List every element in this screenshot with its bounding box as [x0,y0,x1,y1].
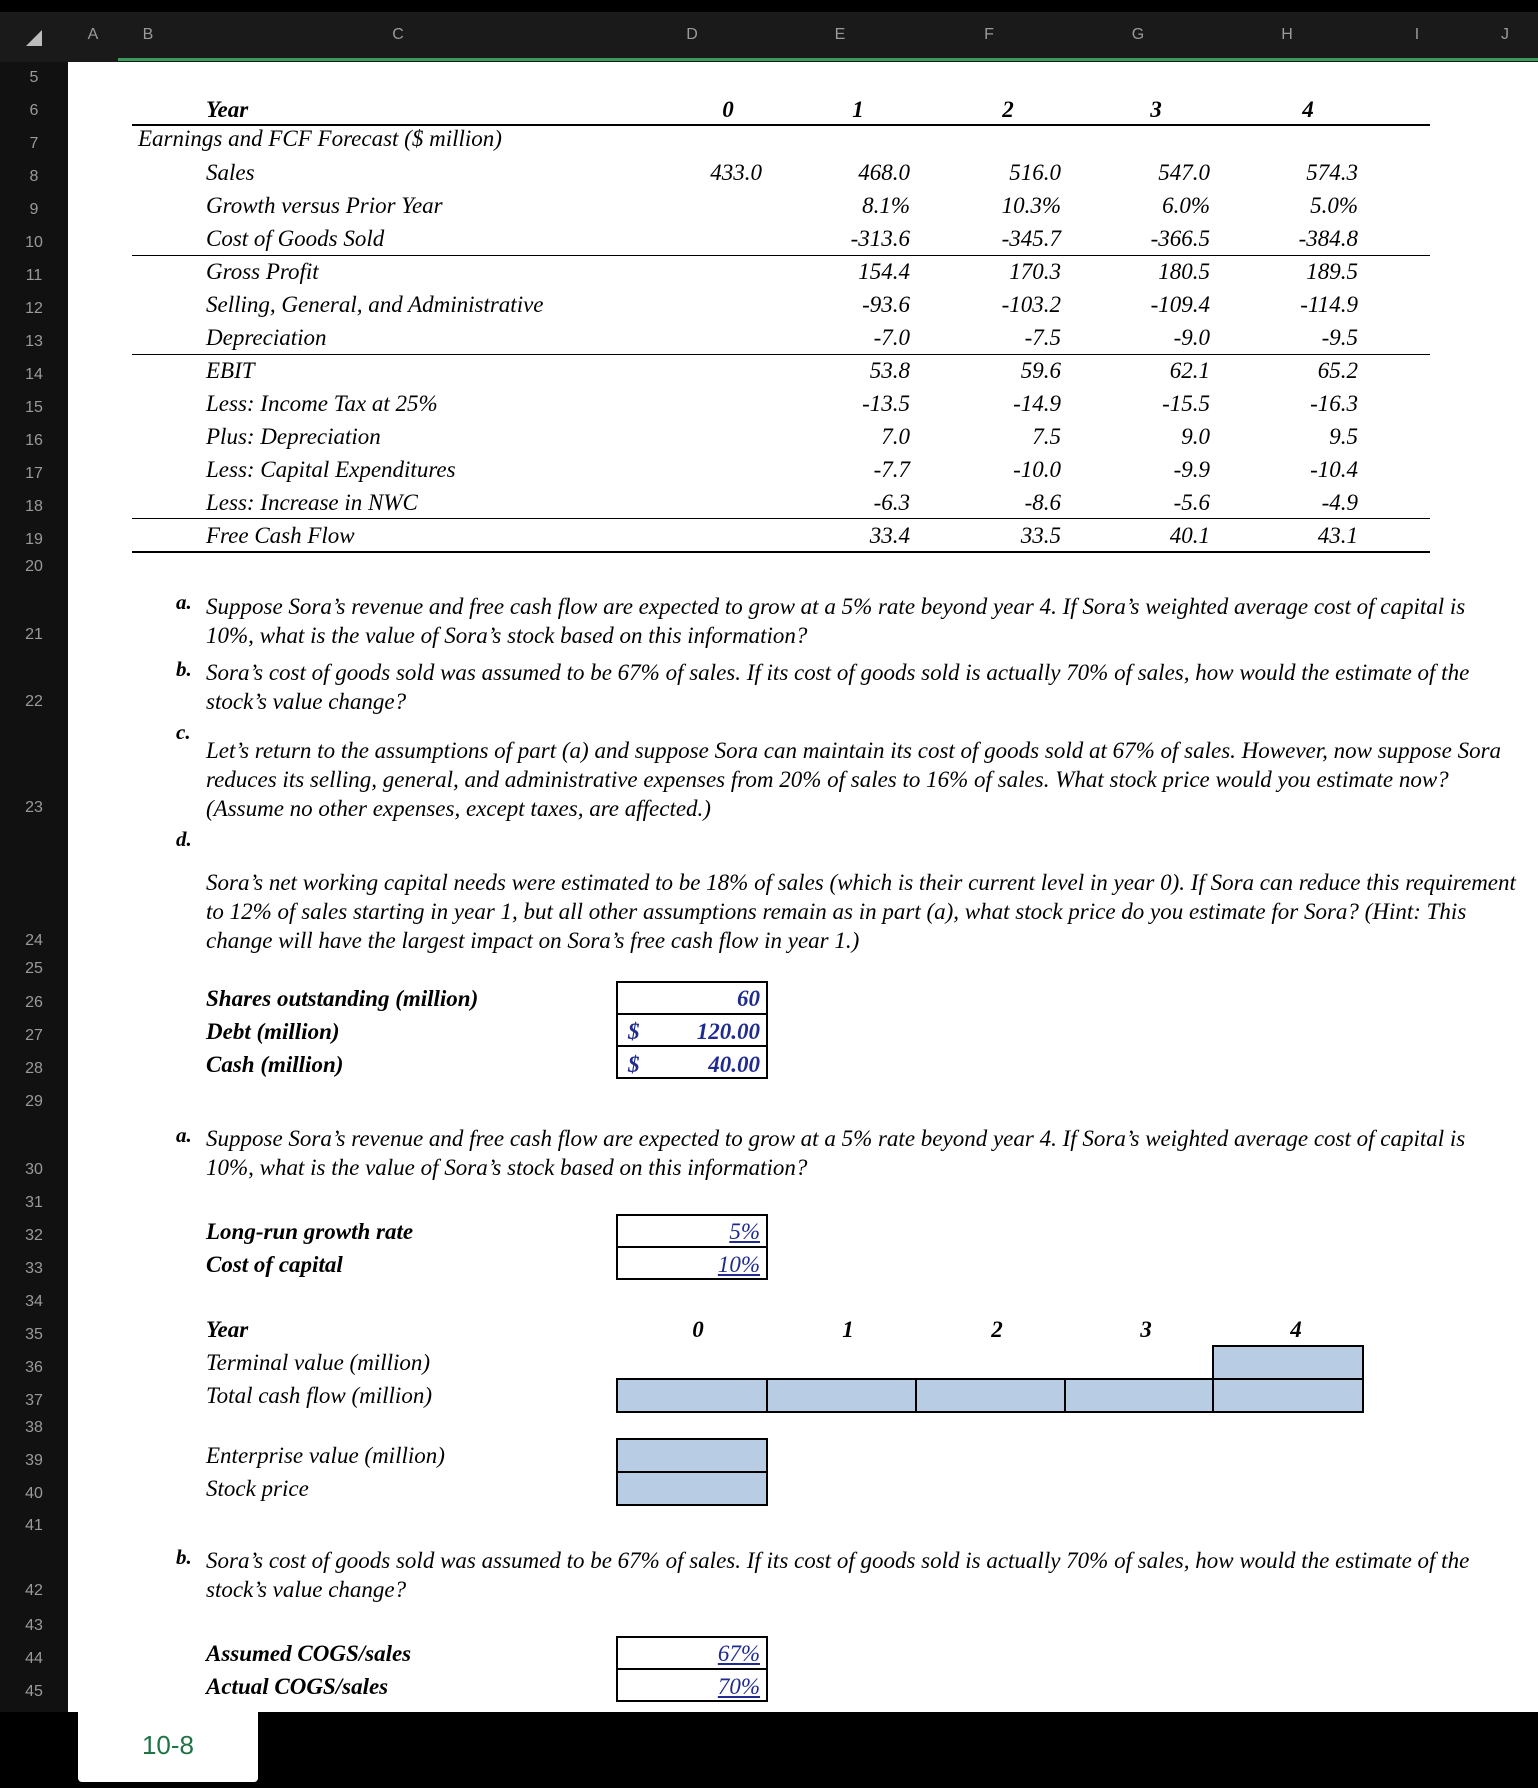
debt-currency: $ [628,1019,640,1044]
forecast-cell-year4[interactable]: 43.1 [1317,523,1358,548]
forecast-cell-year4[interactable]: 189.5 [1306,259,1358,284]
total-cash-flow-label[interactable]: Total cash flow (million) [206,1383,432,1408]
forecast-cell-year0[interactable]: 433.0 [710,160,762,185]
question-a-text[interactable]: Suppose Sora’s revenue and free cash flow are expected to grow at a 5% rate beyond year 4. If Sora’s weighted average cost of capital is 10%, what is the value of Sora’s stock based on this information? [206,594,1466,648]
column-header-f[interactable]: F [984,26,994,43]
row-header-18[interactable]: 18 [25,498,43,515]
forecast-cell-year1[interactable]: -93.6 [862,292,910,317]
forecast-cell-year1[interactable]: 7.0 [881,424,910,449]
part-b-text[interactable]: Sora’s cost of goods sold was assumed to be 67% of sales. If its cost of goods sold is actually 70% of sales, how would the estimate of the stock’s value change? [206,1548,1470,1602]
forecast-cell-year1[interactable]: -313.6 [850,226,910,251]
forecast-cell-year3[interactable]: 40.1 [1169,523,1210,548]
row-header-10[interactable]: 10 [25,234,43,251]
forecast-cell-year2[interactable]: -8.6 [1024,490,1061,515]
question-b-letter: b. [176,657,192,681]
forecast-row-label[interactable]: Less: Capital Expenditures [206,457,456,482]
forecast-row-label[interactable]: Selling, General, and Administrative [206,292,544,317]
long-run-growth-value: 5% [729,1219,760,1244]
forecast-cell-year3[interactable]: -366.5 [1150,226,1210,251]
cash-value: 40.00 [708,1052,760,1077]
forecast-cell-year1[interactable]: 53.8 [869,358,910,383]
column-header-c[interactable]: C [392,26,404,43]
part-a-year-label[interactable]: Year [206,1317,249,1342]
year-header-2[interactable]: 2 [1002,97,1014,122]
column-header-g[interactable]: G [1131,26,1145,43]
forecast-cell-year3[interactable]: -5.6 [1173,490,1210,515]
forecast-cell-year1[interactable]: -7.7 [873,457,910,482]
total-cash-flow-year4-cell[interactable] [1212,1378,1364,1413]
column-header-e[interactable]: E [834,26,846,43]
part-a-year-2[interactable]: 2 [991,1317,1003,1342]
part-a-letter: a. [176,1123,192,1147]
year-header-4[interactable]: 4 [1302,97,1314,122]
forecast-cell-year3[interactable]: 547.0 [1158,160,1210,185]
forecast-cell-year1[interactable]: -13.5 [862,391,910,416]
part-b-letter: b. [176,1545,192,1569]
row-header-22[interactable]: 22 [25,693,43,710]
forecast-cell-year2[interactable]: 7.5 [1032,424,1061,449]
row-header-14[interactable]: 14 [25,366,43,383]
enterprise-value-cell[interactable] [616,1438,768,1473]
select-all-corner[interactable] [0,12,68,58]
assumed-cogs-value: 67% [717,1641,760,1666]
forecast-cell-year4[interactable]: 65.2 [1317,358,1358,383]
forecast-cell-year2[interactable]: 170.3 [1009,259,1061,284]
row-header-34[interactable]: 34 [25,1293,43,1310]
column-header-b[interactable]: B [142,26,154,43]
column-header-a[interactable]: A [87,26,99,43]
row-header-12[interactable]: 12 [25,300,43,317]
question-b-text[interactable]: Sora’s cost of goods sold was assumed to be 67% of sales. If its cost of goods sold is actually 70% of sales, how would the estimate of the stock’s value change? [206,660,1470,714]
year-header-label[interactable]: Year [206,97,249,122]
row-header-8[interactable]: 8 [29,168,39,185]
row-header-17[interactable]: 17 [25,465,43,482]
row-header-32[interactable]: 32 [25,1227,43,1244]
forecast-cell-year4[interactable]: 9.5 [1329,424,1358,449]
part-a-year-0[interactable]: 0 [692,1317,704,1342]
selection-indicator-bar [118,58,1538,61]
column-header-d[interactable]: D [686,26,698,43]
forecast-cell-year3[interactable]: 62.1 [1169,358,1210,383]
sheet-tab-label: 10-8 [141,1730,195,1760]
sheet-tab-bar [0,1712,1538,1788]
stock-price-cell[interactable] [616,1471,768,1506]
cash-label[interactable]: Cash (million) [206,1052,344,1077]
row-header-19[interactable]: 19 [25,531,43,548]
question-d-letter: d. [176,827,192,851]
row-header-39[interactable]: 39 [25,1452,43,1469]
forecast-cell-year3[interactable]: -9.9 [1173,457,1210,482]
forecast-cell-year2[interactable]: -14.9 [1013,391,1061,416]
forecast-cell-year3[interactable]: -109.4 [1150,292,1210,317]
row-header-31[interactable]: 31 [25,1194,43,1211]
row-header-9[interactable]: 9 [29,201,39,218]
row-header-28[interactable]: 28 [25,1060,43,1077]
row-header-38[interactable]: 38 [25,1419,43,1436]
row-header-41[interactable]: 41 [25,1517,43,1534]
forecast-row-label[interactable]: Depreciation [206,325,327,350]
forecast-row-label[interactable]: Less: Income Tax at 25% [206,391,438,416]
row-header-30[interactable]: 30 [25,1161,43,1178]
question-c-letter: c. [176,720,191,744]
select-all-triangle-icon [26,30,42,46]
forecast-row-label[interactable]: Plus: Depreciation [206,424,381,449]
forecast-cell-year2[interactable]: 516.0 [1009,160,1061,185]
long-run-growth-label[interactable]: Long-run growth rate [206,1219,414,1244]
forecast-cell-year2[interactable]: -103.2 [1001,292,1061,317]
enterprise-value-label[interactable]: Enterprise value (million) [206,1443,445,1468]
row-header-13[interactable]: 13 [25,333,43,350]
assumed-cogs-label[interactable]: Assumed COGS/sales [206,1641,412,1666]
forecast-cell-year2[interactable]: -345.7 [1001,226,1061,251]
fcf-underline [132,551,1430,553]
forecast-cell-year3[interactable]: 180.5 [1158,259,1210,284]
terminal-value-label[interactable]: Terminal value (million) [206,1350,431,1375]
forecast-cell-year4[interactable]: -114.9 [1300,292,1358,317]
year-header-0[interactable]: 0 [722,97,734,122]
row-header-45[interactable]: 45 [25,1683,43,1700]
forecast-cell-year4[interactable]: -9.5 [1321,325,1358,350]
row-header-5[interactable]: 5 [29,69,39,86]
part-a-text[interactable]: Suppose Sora’s revenue and free cash flow are expected to grow at a 5% rate beyond year 4. If Sora’s weighted average cost of capital is 10%, what is the value of Sora’s stock based on this information? [206,1126,1466,1180]
part-a-year-1[interactable]: 1 [842,1317,854,1342]
column-header-h[interactable]: H [1281,26,1293,43]
forecast-cell-year4[interactable]: -16.3 [1310,391,1358,416]
forecast-row-label[interactable]: Gross Profit [206,259,319,284]
forecast-cell-year3[interactable]: 6.0% [1162,193,1210,218]
forecast-row-label[interactable]: Less: Increase in NWC [206,490,418,515]
cost-of-capital-label[interactable]: Cost of capital [206,1252,343,1277]
shares-outstanding-value: 60 [737,986,760,1011]
row-header-43[interactable]: 43 [25,1617,43,1634]
forecast-cell-year2[interactable]: -10.0 [1013,457,1061,482]
part-a-year-4[interactable]: 4 [1290,1317,1302,1342]
forecast-cell-year1[interactable]: 33.4 [869,523,910,548]
cost-of-capital-value: 10% [717,1252,760,1277]
cogs-underline [132,255,1430,256]
forecast-cell-year1[interactable]: -7.0 [873,325,910,350]
row-header-35[interactable]: 35 [25,1326,43,1343]
stock-price-label[interactable]: Stock price [206,1476,309,1501]
total-cash-flow-year0-cell[interactable] [616,1378,768,1413]
column-header-j[interactable]: J [1501,26,1509,43]
forecast-cell-year4[interactable]: -384.8 [1298,226,1358,251]
forecast-row-label[interactable]: Cost of Goods Sold [206,226,385,251]
column-header-i[interactable]: I [1414,26,1420,43]
debt-value: 120.00 [696,1019,760,1044]
row-header-6[interactable]: 6 [29,102,39,119]
forecast-row-label[interactable]: Sales [206,160,255,185]
row-header-36[interactable]: 36 [25,1359,43,1376]
forecast-cell-year3[interactable]: -9.0 [1173,325,1210,350]
actual-cogs-label[interactable]: Actual COGS/sales [206,1674,389,1699]
nwc-underline [132,518,1430,519]
row-header-15[interactable]: 15 [25,399,43,416]
row-header-40[interactable]: 40 [25,1485,43,1502]
total-cash-flow-year1-cell[interactable] [766,1378,917,1413]
row-header-21[interactable]: 21 [25,626,43,643]
forecast-cell-year2[interactable]: 59.6 [1020,358,1061,383]
debt-label[interactable]: Debt (million) [206,1019,340,1044]
part-a-year-3[interactable]: 3 [1140,1317,1152,1342]
year-header-3[interactable]: 3 [1150,97,1162,122]
worksheet-grid[interactable] [68,62,1538,1712]
total-cash-flow-year2-cell[interactable] [915,1378,1066,1413]
forecast-cell-year1[interactable]: 468.0 [858,160,910,185]
row-header-29[interactable]: 29 [25,1093,43,1110]
row-header-44[interactable]: 44 [25,1650,43,1667]
forecast-cell-year2[interactable]: 33.5 [1020,523,1061,548]
forecast-cell-year1[interactable]: -6.3 [873,490,910,515]
forecast-cell-year4[interactable]: 574.3 [1306,160,1358,185]
row-header-16[interactable]: 16 [25,432,43,449]
forecast-row-label[interactable]: Free Cash Flow [206,523,355,548]
row-header-20[interactable]: 20 [25,558,43,575]
sheet-tab-10-8[interactable] [78,1712,258,1782]
row-header-23[interactable]: 23 [25,799,43,816]
year-header-1[interactable]: 1 [852,97,864,122]
total-cash-flow-year3-cell[interactable] [1064,1378,1214,1413]
forecast-row-label[interactable]: EBIT [206,358,255,383]
actual-cogs-value: 70% [717,1674,760,1699]
depreciation-underline [132,354,1430,355]
forecast-cell-year1[interactable]: 154.4 [858,259,910,284]
row-header-25[interactable]: 25 [25,960,43,977]
forecast-cell-year4[interactable]: -4.9 [1321,490,1358,515]
forecast-cell-year3[interactable]: -15.5 [1162,391,1210,416]
question-a-letter: a. [176,590,192,614]
row-header-26[interactable]: 26 [25,994,43,1011]
forecast-section-title[interactable]: Earnings and FCF Forecast ($ million) [138,126,502,151]
forecast-cell-year3[interactable]: 9.0 [1181,424,1210,449]
shares-outstanding-label[interactable]: Shares outstanding (million) [206,986,479,1011]
row-header-42[interactable]: 42 [25,1582,43,1599]
forecast-cell-year1[interactable]: 8.1% [862,193,910,218]
forecast-cell-year2[interactable]: -7.5 [1024,325,1061,350]
row-header-33[interactable]: 33 [25,1260,43,1277]
row-header-24[interactable]: 24 [25,932,43,949]
row-header-37[interactable]: 37 [25,1392,43,1409]
cash-currency: $ [628,1052,640,1077]
forecast-row-label[interactable]: Growth versus Prior Year [206,193,443,218]
question-c-text[interactable]: Let’s return to the assumptions of part (a) and suppose Sora can maintain its cost of goods sold at 67% of sales. However, now suppose Sora reduces its selling, general, and administrative expenses from 20% of sales to 16% of sales. What stock price would you estimate now? (Assume no other expenses, except taxes, are affected.) [206,738,1502,821]
question-d-text[interactable]: Sora’s net working capital needs were estimated to be 18% of sales (which is their current level in year 0). If Sora can reduce this requirement to 12% of sales starting in year 1, but all other assumptions remain as in part (a), what stock price do you estimate for Sora? (Hint: This change will have the largest impact on Sora’s free cash flow in year 1.) [206,870,1516,953]
row-header-11[interactable]: 11 [25,267,43,284]
row-header-27[interactable]: 27 [25,1027,43,1044]
terminal-value-year4-cell[interactable] [1212,1345,1364,1380]
row-header-7[interactable]: 7 [29,135,39,152]
forecast-cell-year4[interactable]: 5.0% [1310,193,1358,218]
forecast-cell-year2[interactable]: 10.3% [1001,193,1061,218]
forecast-cell-year4[interactable]: -10.4 [1310,457,1358,482]
